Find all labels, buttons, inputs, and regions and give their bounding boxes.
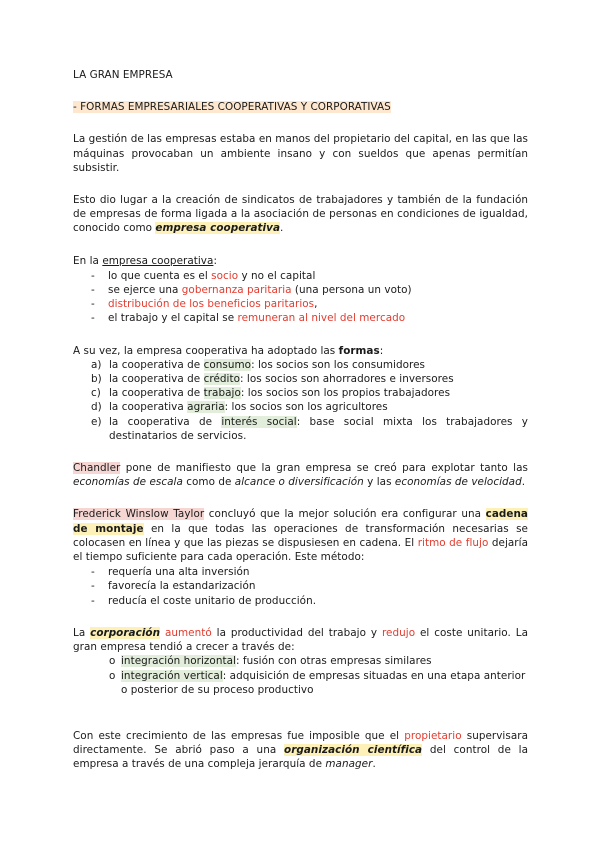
term-organizacion-cientifica: organización científica: [284, 744, 423, 757]
final-t3: del control de la empresa a través de una compleja jerarquía de: [73, 744, 528, 771]
form-pre: la cooperativa: [109, 401, 188, 414]
final-t1: Con este crecimiento de las empresas fue imposible que el: [73, 729, 405, 742]
coop-item3: distribución de los beneficios paritarios: [108, 298, 315, 311]
subtitle-highlight: - FORMAS EMPRESARIALES COOPERATIVAS Y CORPORATIVAS: [73, 101, 391, 114]
list-marker: e): [91, 415, 102, 428]
form-highlight: agraria: [187, 401, 225, 414]
coop-features-list: [73, 269, 528, 326]
coop-item1-pre: lo que cuenta es el: [108, 269, 212, 282]
list-item: [109, 669, 528, 697]
list-item: [91, 283, 528, 297]
coop-item1-hl: socio: [211, 269, 239, 282]
list-item: [91, 311, 528, 325]
list-item: - favorecía la estandarización: [91, 579, 528, 593]
list-marker: o: [109, 655, 116, 668]
corp-t2: la productividad del trabajo y: [211, 626, 382, 639]
form-pre: la cooperativa de: [109, 415, 222, 428]
integration-list: [73, 654, 528, 697]
form-pre: la cooperativa de: [109, 387, 204, 400]
chandler-t1: pone de manifiesto que la gran empresa se creó para explotar tanto las: [120, 462, 528, 475]
taylor-method-list: [73, 565, 528, 608]
paragraph-chandler: [73, 461, 528, 489]
list-item: [91, 415, 528, 443]
list-marker: c): [91, 387, 101, 400]
corp-t0: La: [73, 626, 91, 639]
forms-intro-pre: A su vez, la empresa cooperativa ha adoptado las: [73, 344, 339, 357]
forms-list: [73, 358, 528, 443]
corp-t3: el coste unitario. La gran empresa tendió a crecer a través de:: [73, 626, 528, 654]
chandler-i1: economías de escala: [73, 476, 183, 489]
list-item: [109, 654, 528, 668]
list-item: [91, 269, 528, 283]
list-item: - reducía el coste unitario de producción.: [91, 594, 528, 608]
form-pre: la cooperativa de: [109, 373, 204, 386]
term-cadena-de-montaje: cadena de montaje: [73, 508, 528, 535]
integration-post: : fusión con otras empresas similares: [235, 655, 432, 668]
list-item: [91, 372, 528, 386]
list-marker: d): [91, 401, 102, 414]
coop-item3-post: ,: [314, 298, 318, 311]
integration-highlight: integración horizontal: [121, 655, 236, 668]
list-marker: o: [109, 669, 116, 682]
author-chandler: Chandler: [73, 462, 121, 475]
integration-highlight: integración vertical: [121, 669, 223, 682]
chandler-t3: y las: [363, 476, 395, 489]
integration-post: : adquisición de empresas situadas en una etapa anterior o posterior de su proceso productivo: [121, 669, 526, 696]
section-subtitle: [73, 100, 528, 114]
list-item: [91, 386, 528, 400]
list-item: [91, 400, 528, 414]
forms-intro: [73, 344, 528, 358]
chandler-t4: .: [521, 476, 526, 489]
taylor-t2: en la que todas las operaciones de transformación necesarias se colocasen en línea y que las piezas se dispusiesen en cadena. El: [73, 522, 528, 549]
form-highlight: consumo: [203, 358, 252, 371]
forms-intro-bold: formas: [338, 344, 380, 357]
list-item: - requería una alta inversión: [91, 565, 528, 579]
list-marker: a): [91, 358, 102, 371]
term-aumento: aumentó: [164, 626, 212, 639]
paragraph-ownership: La gestión de las empresas estaba en manos del propietario del capital, en las que las máquinas provocaban un ambiente insano y con sueldos que apenas permitían subsistir.: [73, 133, 528, 174]
term-ritmo-de-flujo: ritmo de flujo: [417, 536, 489, 549]
coop-item4-hl: remuneran al nivel del mercado: [237, 312, 406, 325]
coop-item1-post: y no el capital: [238, 269, 316, 282]
form-post: : los socios son los consumidores: [251, 358, 426, 371]
coop-intro-link: empresa cooperativa: [102, 254, 214, 267]
document-content: [73, 68, 528, 772]
coop-item2-pre: se ejerce una: [108, 284, 182, 297]
author-taylor: Frederick Winslow Taylor: [73, 508, 205, 521]
form-post: : base social mixta los trabajadores y destinatarios de servicios.: [109, 415, 528, 442]
term-corporacion: corporación: [90, 626, 161, 639]
paragraph-final: [73, 729, 528, 772]
taylor-t1: concluyó que la mejor solución era configurar una: [204, 508, 486, 521]
coop-intro-pre: En la: [73, 254, 103, 267]
list-marker: b): [91, 373, 102, 386]
taylor-t3: dejaría el tiempo suficiente para cada operación. Este método:: [73, 536, 528, 564]
chandler-t2: como de: [182, 476, 235, 489]
final-t2: supervisara directamente. Se abrió paso a una: [73, 729, 528, 757]
coop-item2-post: (una persona un voto): [291, 284, 412, 297]
chandler-i3: economías de velocidad: [394, 476, 522, 489]
list-item: [91, 297, 528, 311]
form-post: : los socios son los propios trabajadores: [240, 387, 451, 400]
form-highlight: trabajo: [203, 387, 241, 400]
final-t4: .: [372, 758, 376, 771]
paragraph-taylor: [73, 507, 528, 564]
form-highlight: interés social: [221, 415, 297, 428]
coop-item4-pre: el trabajo y el capital se: [108, 312, 238, 325]
list-item: [91, 358, 528, 372]
p2-text: Esto dio lugar a la creación de sindicatos de trabajadores y también de la fundación de empresas de forma ligada a la asociación de personas en condiciones de igualdad, conocido como: [73, 194, 528, 235]
document-title: LA GRAN EMPRESA: [73, 69, 173, 81]
form-highlight: crédito: [203, 373, 241, 386]
form-post: : los socios son ahorradores e inversores: [240, 373, 454, 386]
final-i1: manager: [325, 758, 373, 771]
form-pre: la cooperativa de: [109, 358, 204, 371]
p2-end: .: [280, 222, 284, 235]
term-propietario: propietario: [404, 729, 462, 742]
chandler-i2: alcance o diversificación: [234, 476, 364, 489]
paragraph-corporation: [73, 626, 528, 654]
paragraph-cooperative-origin: [73, 193, 528, 236]
coop-intro-post: :: [213, 254, 217, 267]
term-empresa-cooperativa: empresa cooperativa: [155, 222, 281, 235]
coop-item2-hl: gobernanza paritaria: [181, 284, 292, 297]
term-redujo: redujo: [381, 626, 416, 639]
coop-intro: [73, 254, 528, 268]
form-post: : los socios son los agricultores: [224, 401, 388, 414]
forms-intro-post: :: [379, 344, 384, 357]
